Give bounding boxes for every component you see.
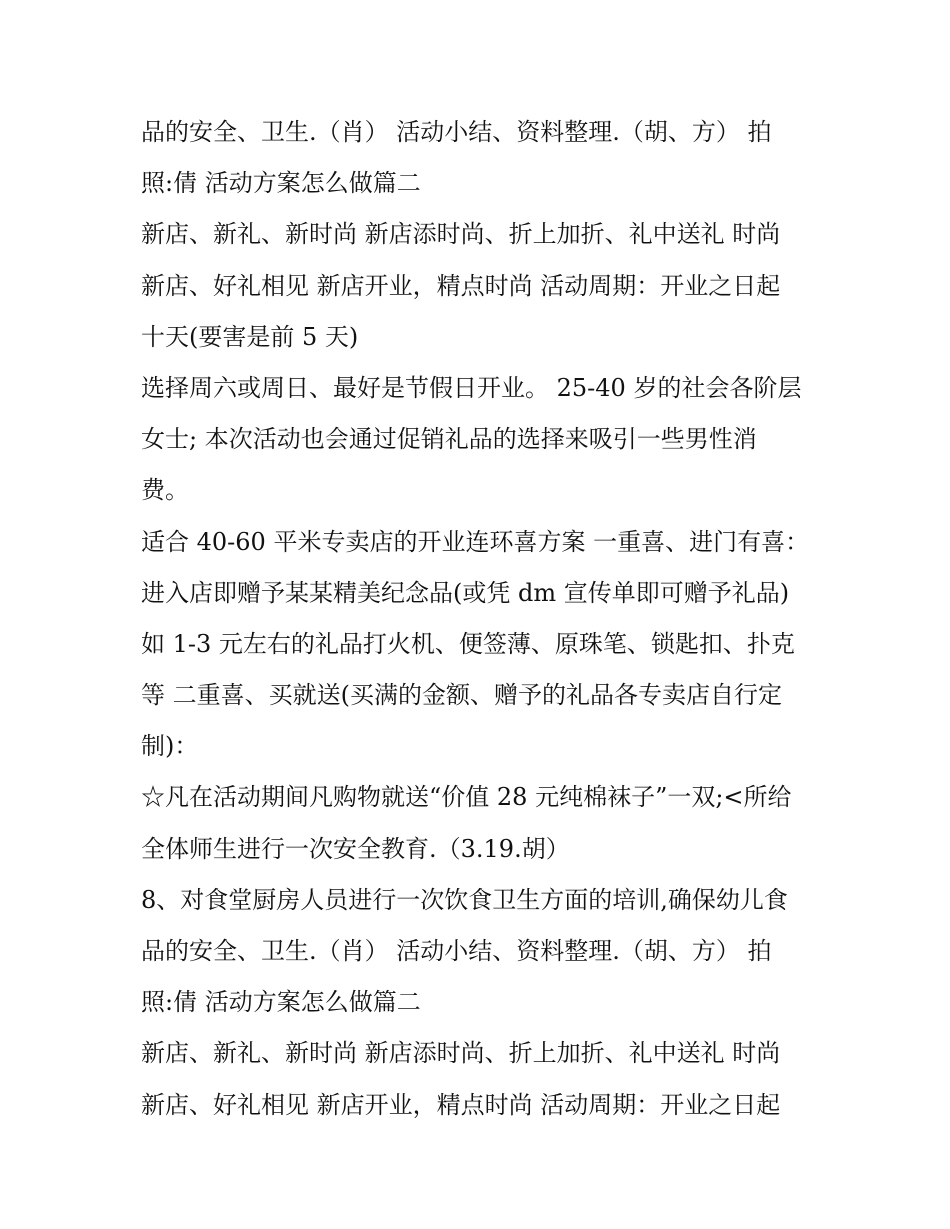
text-line: 等 二重喜、买就送(买满的金额、赠予的礼品各专卖店自行定 [141,681,782,710]
text-line: 照:倩 活动方案怎么做篇二 [141,169,421,198]
text-line: 新店、新礼、新时尚 新店添时尚、折上加折、礼中送礼 时尚 [141,1039,781,1068]
text-line: 8、对食堂厨房人员进行一次饮食卫生方面的培训,确保幼儿食 [141,885,788,914]
text-line: 费。 [141,476,189,505]
text-line: 十天(要害是前 5 天) [141,322,359,351]
text-line: 新店、好礼相见 新店开业，精点时尚 活动周期：开业之日起 [141,271,781,300]
text-line: 新店、好礼相见 新店开业，精点时尚 活动周期：开业之日起 [141,1090,781,1119]
text-line: 品的安全、卫生.（肖） 活动小结、资料整理.（胡、方） 拍 [141,118,772,146]
text-line: 女士; 本次活动也会通过促销礼品的选择来吸引一些男性消 [141,425,757,454]
text-line: 品的安全、卫生.（肖） 活动小结、资料整理.（胡、方） 拍 [141,937,772,965]
text-line: 全体师生进行一次安全教育.（3.19.胡） [141,834,570,863]
text-line: 选择周六或周日、最好是节假日开业。 25-40 岁的社会各阶层 [141,373,802,402]
document-body [141,107,811,1131]
text-line: 进入店即赠予某某精美纪念品(或凭 dm 宣传单即可赠予礼品) [141,578,790,607]
text-line: 照:倩 活动方案怎么做篇二 [141,988,421,1017]
text-line: 新店、新礼、新时尚 新店添时尚、折上加折、礼中送礼 时尚 [141,220,781,249]
text-line: ☆凡在活动期间凡购物就送“价值 28 元纯棉袜子”一双;<所给 [141,783,792,812]
text-line: 制)： [141,732,199,761]
text-line: 如 1-3 元左右的礼品打火机、便签薄、原珠笔、锁匙扣、扑克 [141,629,795,658]
text-line: 适合 40-60 平米专卖店的开业连环喜方案 一重喜、进门有喜： [141,527,810,556]
